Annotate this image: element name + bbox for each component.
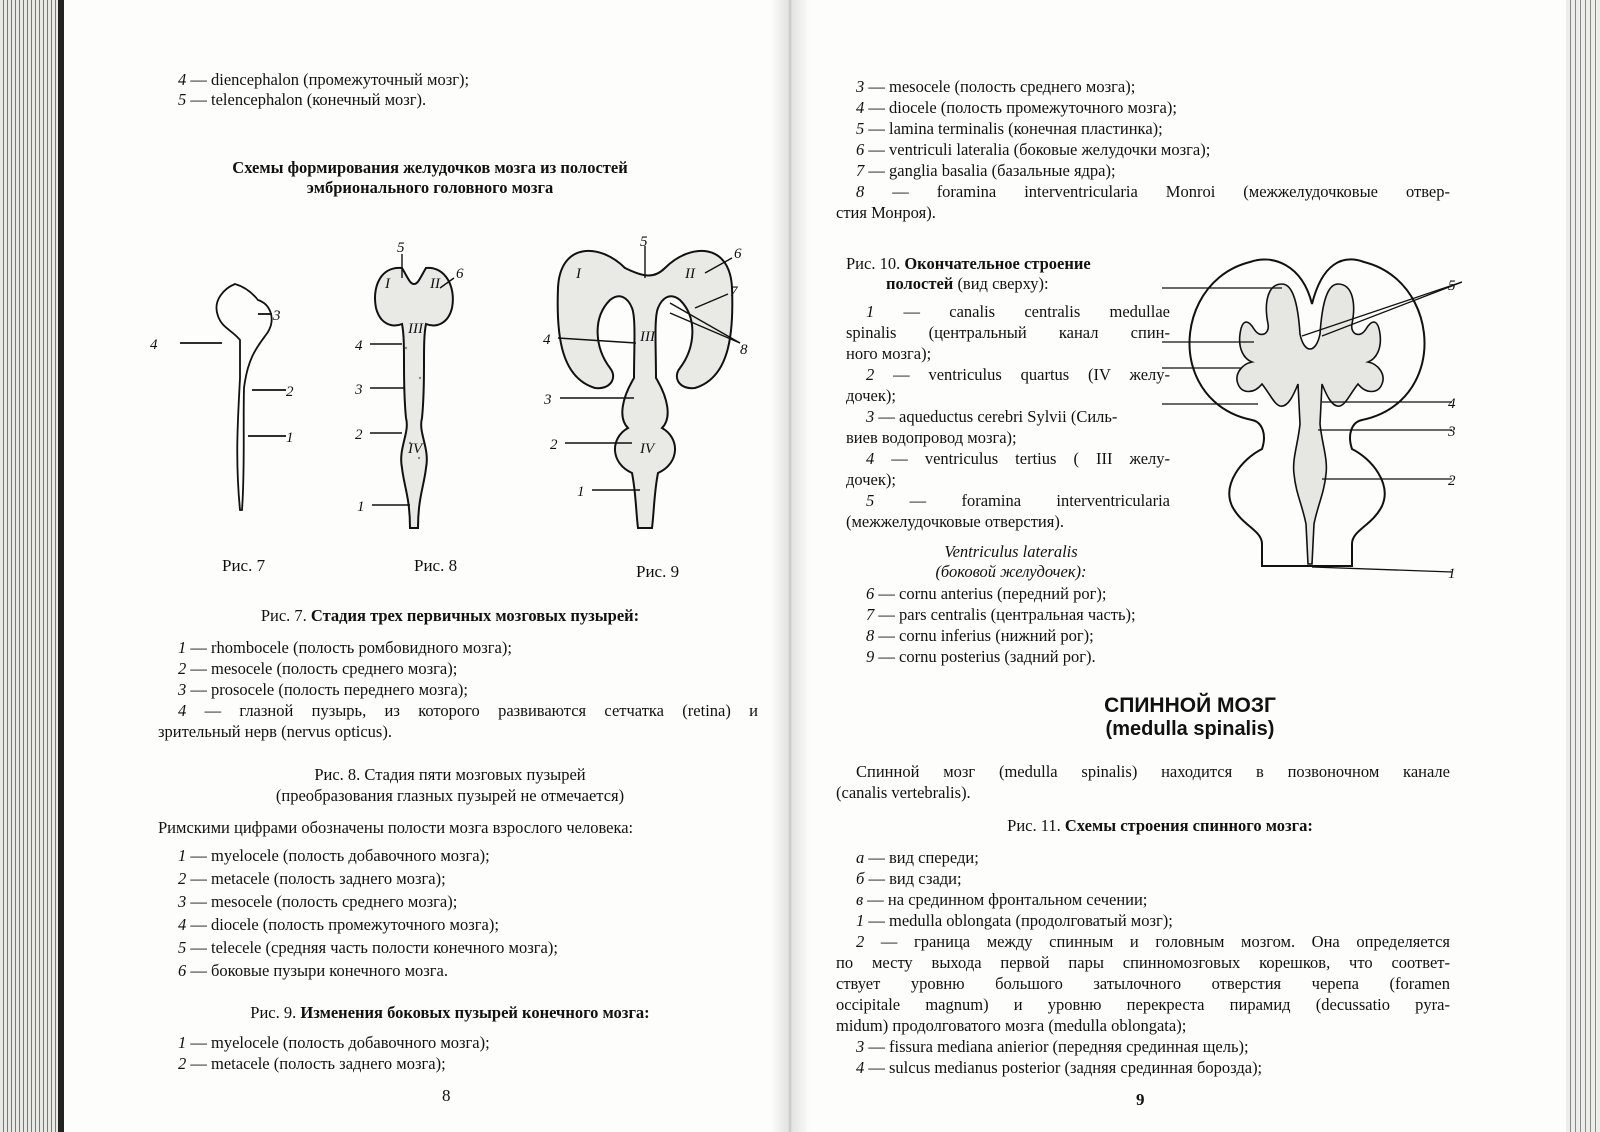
fig10-label: 1 [1448, 566, 1456, 582]
list-item: а — вид спереди; [856, 848, 979, 867]
list-item: 3 — mesocele (полость среднего мозга); [856, 77, 1136, 96]
list-item: 4 — diocele (полость промежуточного мозга); [178, 915, 499, 934]
fig8-title: Рис. 8. Стадия пяти мозговых пузырей [314, 765, 586, 784]
fig10-line: дочек); [846, 386, 896, 405]
fig10-label: 2 [1448, 473, 1456, 489]
list-item: 4 — diencephalon (промежуточный мозг); [178, 70, 470, 89]
fig9-label: 2 [550, 437, 558, 453]
right-page [790, 0, 1600, 1132]
fig10-label: 5 [1448, 278, 1456, 294]
section-subtitle: эмбрионального головного мозга [306, 178, 554, 197]
list-item: 6 — cornu anterius (передний рог); [866, 584, 1107, 603]
fig8-label: 5 [397, 240, 405, 256]
list-item: 4 — sulcus medianus posterior (задняя срединная борозда); [856, 1058, 1263, 1077]
section-title: Схемы формирования желудочков мозга из полостей [232, 158, 628, 177]
section-heading-latin: (medulla spinalis) [1105, 718, 1275, 740]
fig9-title: Рис. 9. Изменения боковых пузырей конечного мозга: [250, 1003, 650, 1022]
fig10-title-line2: полостей (вид сверху): [886, 274, 1049, 293]
ventriculus-lateralis-subtitle: (боковой желудочек): [935, 562, 1087, 581]
fig7-drawing [180, 284, 286, 510]
ventriculus-lateralis-title: Ventriculus lateralis [944, 542, 1078, 561]
fig9-roman: I [576, 266, 581, 282]
fig8-label: 4 [355, 338, 363, 354]
fig8-label: 6 [456, 266, 464, 282]
embryo-brain-figures [140, 228, 760, 538]
left-page [0, 0, 790, 1132]
fig8-roman: IV [408, 441, 423, 457]
list-item: 4 — глазной пузырь, из которого развиваются сетчатка (retina) и [178, 701, 759, 720]
fig10-line: 4 — ventriculus tertius ( III желу- [866, 449, 1170, 468]
list-item: 5 — telecele (средняя часть полости конечного мозга); [178, 938, 558, 957]
fig7-title: Рис. 7. Стадия трех первичных мозговых пузырей: [260, 606, 640, 625]
fig10-line: (межжелудочковые отверстия). [846, 512, 1064, 531]
list-item: 3 — mesocele (полость среднего мозга); [178, 892, 458, 911]
list-item: 2 — metacele (полость заднего мозга); [178, 1054, 446, 1073]
list-item: 2 — mesocele (полость среднего мозга); [178, 659, 458, 678]
fig9-label: 7 [730, 284, 738, 300]
fig8-roman: I [385, 276, 390, 292]
list-item: 1 — medulla oblongata (продолговатый мозг); [856, 911, 1173, 930]
list-item: 8 — cornu inferius (нижний рог); [866, 626, 1094, 645]
list-item-continuation: по месту выхода первой пары спинномозговых корешков, что соответ- [836, 953, 1450, 972]
list-item: 3 — fissura mediana anierior (передняя срединная щель); [856, 1037, 1249, 1056]
list-item: 2 — граница между спинным и головным мозгом. Она определяется [856, 932, 1450, 951]
fig10-line: ного мозга); [846, 344, 932, 363]
fig8-caption: Рис. 8 [414, 556, 458, 575]
fig9-roman: III [640, 329, 655, 345]
fig9-roman: IV [640, 441, 655, 457]
fig10-title: Рис. 10. Окончательное строение [846, 254, 1091, 273]
list-item: 8 — foramina interventricularia Monroi (межжелудочковые отвер- [856, 182, 1450, 201]
list-item: 6 — боковые пузыри конечного мозга. [178, 961, 448, 980]
list-item: 6 — ventriculi lateralia (боковые желудочки мозга); [856, 140, 1211, 159]
fig7-label: 2 [286, 384, 294, 400]
fig10-label [1162, 336, 1163, 352]
section-heading: СПИННОЙ МОЗГ [1104, 694, 1276, 717]
fig10-label: 3 [1448, 424, 1456, 440]
list-item-continuation: зрительный нерв (nervus opticus). [158, 722, 392, 741]
fig10-line: виев водопровод мозга); [846, 428, 1017, 447]
page-stack-edge-right [1566, 0, 1600, 1132]
fig10-line: дочек); [846, 470, 896, 489]
fig10-label: 4 [1448, 396, 1456, 412]
fig8-intro: Римскими цифрами обозначены полости мозга взрослого человека: [158, 818, 634, 837]
list-item: б — вид сзади; [856, 869, 962, 888]
list-item: 1 — rhombocele (полость ромбовидного мозга); [178, 638, 512, 657]
fig10-line: 3 — aqueductus cerebri Sylvii (Силь- [866, 407, 1118, 426]
list-item: 4 — diocele (полость промежуточного мозга); [856, 98, 1177, 117]
page-stack-edge-left [0, 0, 62, 1132]
fig7-label: 1 [286, 430, 294, 446]
fig7-caption: Рис. 7 [222, 556, 266, 575]
fig7-label: 3 [273, 308, 281, 324]
binding-shadow [58, 0, 64, 1132]
list-item: 7 — pars centralis (центральная часть); [866, 605, 1136, 624]
fig9-roman: II [685, 266, 695, 282]
list-item-continuation: ствует уровню большого затылочного отверстия черепа (foramen [836, 974, 1450, 993]
fig8-subtitle: (преобразования глазных пузырей не отмечается) [275, 786, 625, 805]
list-item: 9 — cornu posterius (задний рог). [866, 647, 1096, 666]
fig9-label: 1 [577, 484, 585, 500]
list-item: 1 — myelocele (полость добавочного мозга); [178, 846, 490, 865]
list-item: 7 — ganglia basalia (базальные ядра); [856, 161, 1116, 180]
fig8-label: 1 [357, 499, 365, 515]
fig9-label: 6 [734, 246, 742, 262]
fig10-line: spinalis (центральный канал спин- [846, 323, 1170, 342]
fig8-label: 2 [355, 427, 363, 443]
fig10-line: 1 — canalis centralis medullae [866, 302, 1170, 321]
fig9-label: 8 [740, 342, 748, 358]
fig9-label: 3 [544, 392, 552, 408]
fig11-title: Рис. 11. Схемы строения спинного мозга: [1007, 816, 1313, 835]
fig9-label: 4 [543, 332, 551, 348]
fig10-line: 5 — foramina interventricularia [866, 491, 1170, 510]
fig7-label: 4 [150, 337, 158, 353]
fig8-roman: II [430, 276, 440, 292]
fig9-label: 5 [640, 234, 648, 250]
fig8-drawing [375, 268, 453, 528]
page-number: 9 [1136, 1090, 1145, 1109]
book-gutter [770, 0, 810, 1132]
page-number: 8 [442, 1086, 451, 1105]
list-item-continuation: стия Монроя). [836, 203, 936, 222]
list-item: 5 — lamina terminalis (конечная пластинка); [856, 119, 1163, 138]
list-item: 5 — telencephalon (конечный мозг). [178, 90, 427, 109]
list-item: в — на срединном фронтальном сечении; [856, 890, 1148, 909]
fig10-ventricles-diagram [1162, 244, 1462, 594]
fig8-roman: III [408, 321, 423, 337]
list-item-continuation: occipitale magnum) и уровню перекреста пирамид (decussatio pyra- [836, 995, 1450, 1014]
list-item: 3 — prosocele (полость переднего мозга); [178, 680, 468, 699]
list-item: 2 — metacele (полость заднего мозга); [178, 869, 446, 888]
fig10-line: 2 — ventriculus quartus (IV желу- [866, 365, 1171, 384]
intro-text: Спинной мозг (medulla spinalis) находится в позвоночном канале [856, 762, 1450, 781]
list-item: 1 — myelocele (полость добавочного мозга); [178, 1033, 490, 1052]
fig8-label: 3 [355, 382, 363, 398]
fig9-caption: Рис. 9 [636, 562, 680, 581]
list-item-continuation: midum) продолговатого мозга (medulla oblongata); [836, 1016, 1187, 1035]
intro-text: (canalis vertebralis). [836, 783, 971, 802]
